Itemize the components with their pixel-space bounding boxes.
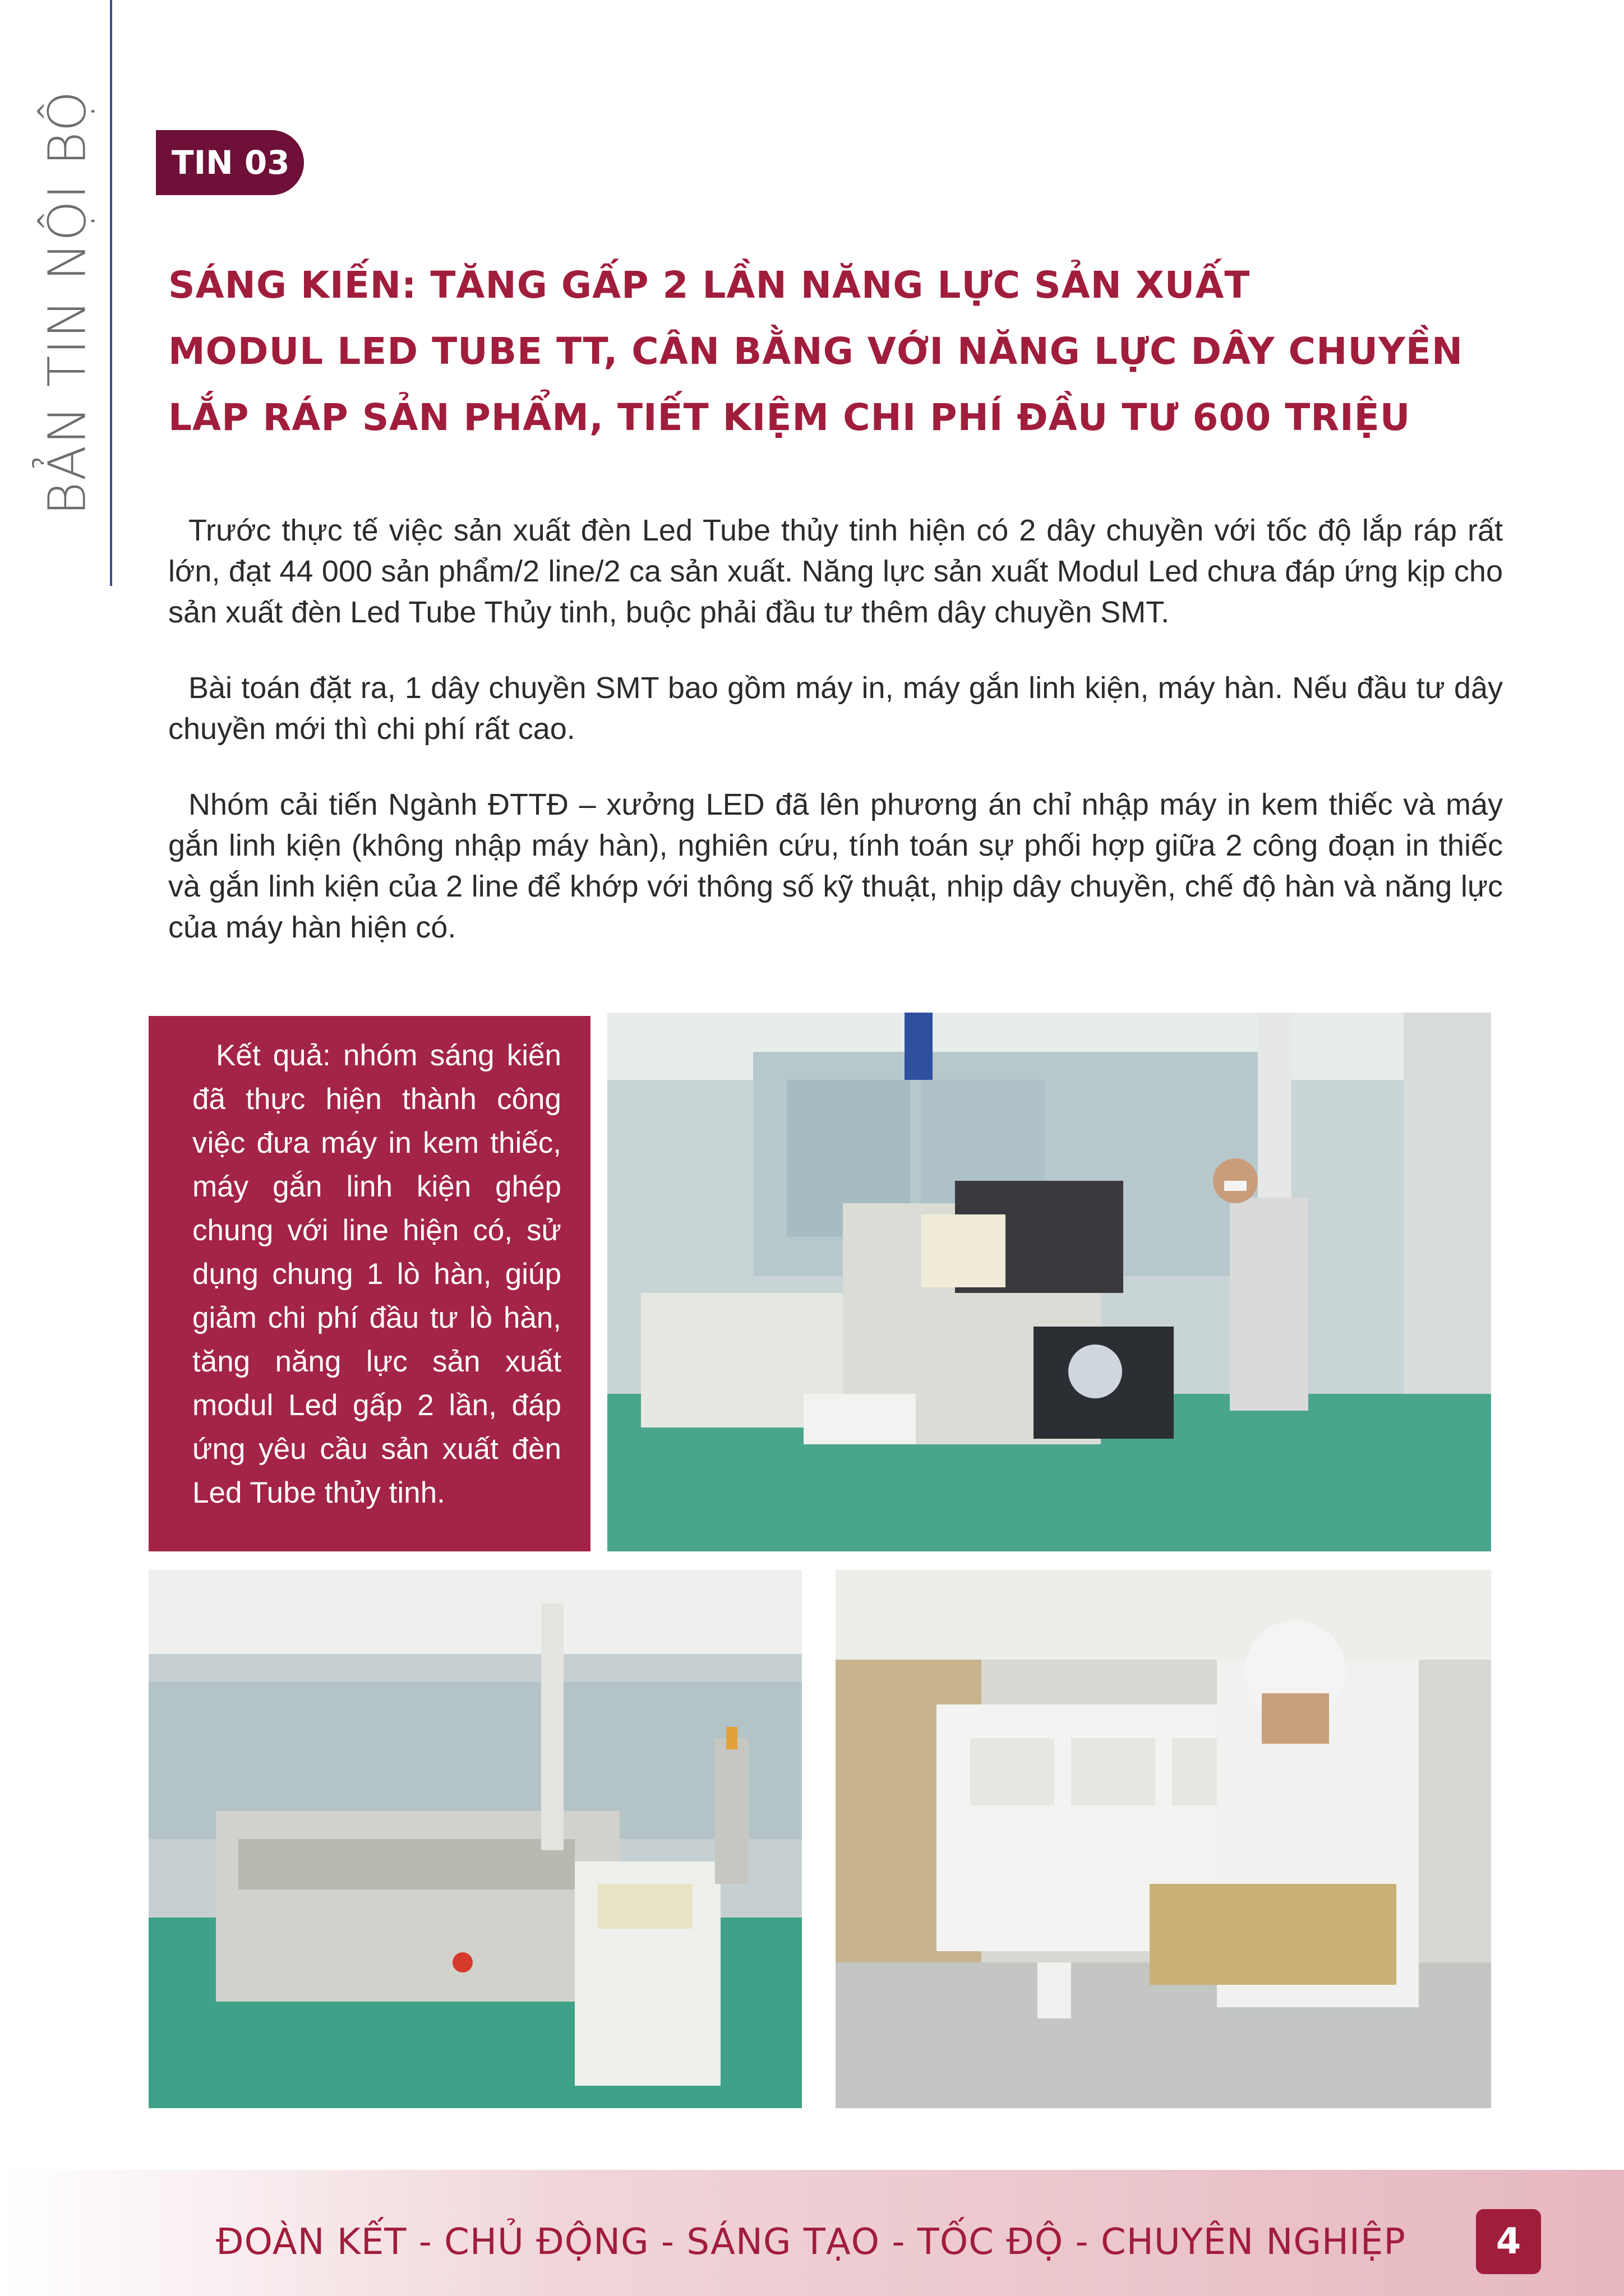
body-paragraph-1: Trước thực tế việc sản xuất đèn Led Tube thủy tinh hiện có 2 dây chuyền với tốc độ lắp ráp rất lớn, đạt 44 000 sản phẩm/2 line/2 ca sản xuất. Năng lực sản xuất Modul Led chưa đáp ứng kịp cho sản xuất đèn Led Tube Thủy tinh, buộc phải đầu tư thêm dây chuyền SMT. (168, 514, 1503, 629)
photo-reflow-oven (149, 1570, 802, 2108)
vertical-side-title (37, 90, 98, 516)
page-number: 4 (1496, 2221, 1521, 2262)
result-text: Kết quả: nhóm sáng kiến đã thực hiện thành công việc đưa máy in kem thiếc, máy gắn linh kiện ghép chung với line hiện có, sử dụng chung 1 lò hàn, giúp giảm chi phí đầu tư lò hàn, tăng năng lực sản xuất modul Led gấp 2 lần, đáp ứng yêu cầu sản xuất đèn Led Tube thủy tinh. (192, 1039, 561, 1509)
headline-line-2: MODUL LED TUBE TT, CÂN BẰNG VỚI NĂNG LỰC DÂY CHUYỀN (168, 330, 1464, 373)
article-headline (168, 252, 1559, 451)
headline-line-1: SÁNG KIẾN: TĂNG GẤP 2 LẦN NĂNG LỰC SẢN XUẤT (168, 264, 1251, 307)
news-tag-label: TIN 03 (172, 144, 290, 182)
result-callout (149, 1016, 590, 1551)
headline-line-3: LẮP RÁP SẢN PHẨM, TIẾT KIỆM CHI PHÍ ĐẦU TƯ 600 TRIỆU (168, 396, 1411, 439)
side-divider (110, 0, 112, 586)
body-paragraph-2: Bài toán đặt ra, 1 dây chuyền SMT bao gồm máy in, máy gắn linh kiện, máy hàn. Nếu đầu tư dây chuyền mới thì chi phí rất cao. (168, 671, 1503, 746)
news-tag (156, 130, 304, 195)
article-body (168, 510, 1503, 983)
body-paragraph-3: Nhóm cải tiến Ngành ĐTTĐ – xưởng LED đã lên phương án chỉ nhập máy in kem thiếc và máy gắn linh kiện (không nhập máy hàn), nghiên cứu, tính toán sự phối hợp giữa 2 công đoạn in thiếc và gắn linh kiện của 2 line để khớp với thông số kỹ thuật, nhịp dây chuyền, chế độ hàn và năng lực của máy hàn hiện có. (168, 788, 1503, 944)
footer-slogan: ĐOÀN KẾT - CHỦ ĐỘNG - SÁNG TẠO - TỐC ĐỘ - CHUYÊN NGHIỆP (216, 2221, 1406, 2263)
photo-worker-inspection (836, 1570, 1491, 2108)
photo-smt-machine (607, 1013, 1491, 1551)
page-number-badge (1476, 2209, 1541, 2274)
side-title-text: BẢN TIN NỘI BỘ (37, 90, 98, 516)
